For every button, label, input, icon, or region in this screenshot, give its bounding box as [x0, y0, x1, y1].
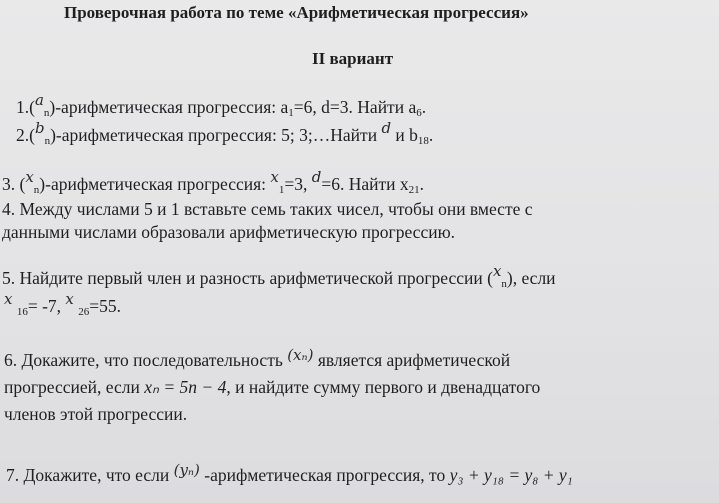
formula-x: xₙ = 5n − 4: [144, 377, 227, 397]
task-5-line-2: x $_{16}$= -7, x $_{26}$=55.: [4, 290, 122, 318]
variant-heading: II вариант: [312, 49, 394, 68]
task-4-line-2: данными числами образовали арифметическую прогрессию.: [2, 222, 456, 242]
task-7: 7. Докажите, что если (yₙ) -арифметическая прогрессия, то y₃ + y₁₈ = y₈ + y₁: [6, 461, 573, 485]
task-4-line-1: 4. Между числами 5 и 1 вставьте семь таких чисел, чтобы они вместе с: [2, 199, 533, 219]
page-title: Проверочная работа по теме «Арифметическая прогрессия»: [64, 3, 529, 22]
task-3: 3. $(x_n)$-арифметическая прогрессия: $x_1=3$, d=6. Найти $x_{21}$.: [2, 168, 425, 196]
task-2: $2.(b_n)$-арифметическая прогрессия: 5; 3;…Найти d и $b_{18}$.: [16, 119, 434, 147]
task-6-line-1: 6. Докажите, что последовательность (xₙ) является арифметической: [4, 346, 511, 370]
task-1: $1.(a_n)$-арифметическая прогрессия: $a_1=6$, d=3. Найти $a_6$.: [16, 91, 427, 119]
task-6-line-2: прогрессией, если xₙ = 5n − 4, и найдите сумму первого и двенадцатого: [4, 377, 541, 397]
task-6-line-3: членов этой прогрессии.: [4, 404, 188, 424]
task-5-line-1: 5. Найдите первый член и разность арифметической прогрессии $(x_n)$, если: [2, 262, 556, 290]
formula-y: y₃ + y₁₈ = y₈ + y₁: [449, 465, 573, 485]
sequence-x: (xₙ): [287, 346, 314, 364]
sequence-y: (yₙ): [173, 461, 200, 479]
